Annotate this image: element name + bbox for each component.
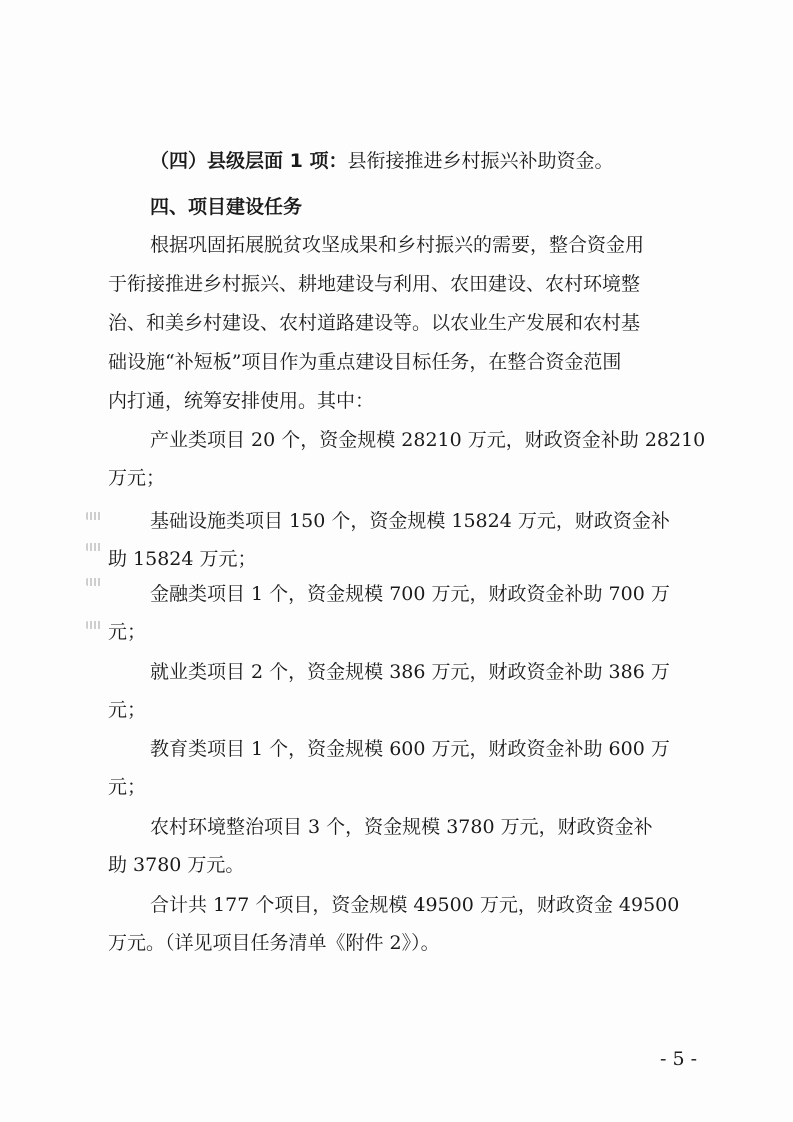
paragraph-line: 础设施“补短板”项目作为重点建设目标任务，在整合资金范围 [108, 351, 622, 373]
item-line: 就业类项目 2 个，资金规模 386 万元，财政资金补助 386 万 [150, 661, 670, 683]
item-line-continued: 万元； [108, 467, 166, 489]
paragraph-line: 于衔接推进乡村振兴、耕地建设与利用、农田建设、农村环境整 [108, 273, 641, 295]
section-four-heading-prefix: （四）县级层面 1 项： [150, 150, 348, 172]
section-four-heading [150, 152, 613, 171]
item-line-continued: 助 15824 万元； [108, 548, 257, 570]
section-four-heading-text: 县衔接推进乡村振兴补助资金。 [347, 150, 614, 172]
item-line-continued: 元； [108, 699, 147, 721]
paragraph-line: 治、和美乡村建设、农村道路建设等。以农业生产发展和农村基 [108, 312, 641, 334]
scan-artifact [86, 578, 102, 586]
chapter-heading: 四、项目建设任务 [150, 196, 303, 218]
paragraph-line: 根据巩固拓展脱贫攻坚成果和乡村振兴的需要，整合资金用 [150, 234, 645, 256]
page-number: - 5 - [659, 1048, 697, 1070]
item-line: 合计共 177 个项目，资金规模 49500 万元，财政资金 49500 [150, 894, 680, 916]
item-line-continued: 元； [108, 621, 147, 643]
item-line: 教育类项目 1 个，资金规模 600 万元，财政资金补助 600 万 [150, 738, 670, 760]
item-line: 农村环境整治项目 3 个，资金规模 3780 万元，财政资金补 [150, 816, 653, 838]
item-line: 产业类项目 20 个，资金规模 28210 万元，财政资金补助 28210 [150, 429, 706, 451]
item-line: 基础设施类项目 150 个，资金规模 15824 万元，财政资金补 [150, 510, 670, 532]
item-line-continued: 元； [108, 776, 147, 798]
item-line: 金融类项目 1 个，资金规模 700 万元，财政资金补助 700 万 [150, 583, 670, 605]
scan-artifact [86, 512, 102, 520]
paragraph-line: 内打通，统筹安排使用。其中： [108, 390, 375, 412]
item-line-continued: 万元。（详见项目任务清单《附件 2》）。 [108, 932, 440, 954]
scan-artifact [86, 543, 102, 551]
scan-artifact [86, 621, 102, 629]
item-line-continued: 助 3780 万元。 [108, 854, 245, 876]
